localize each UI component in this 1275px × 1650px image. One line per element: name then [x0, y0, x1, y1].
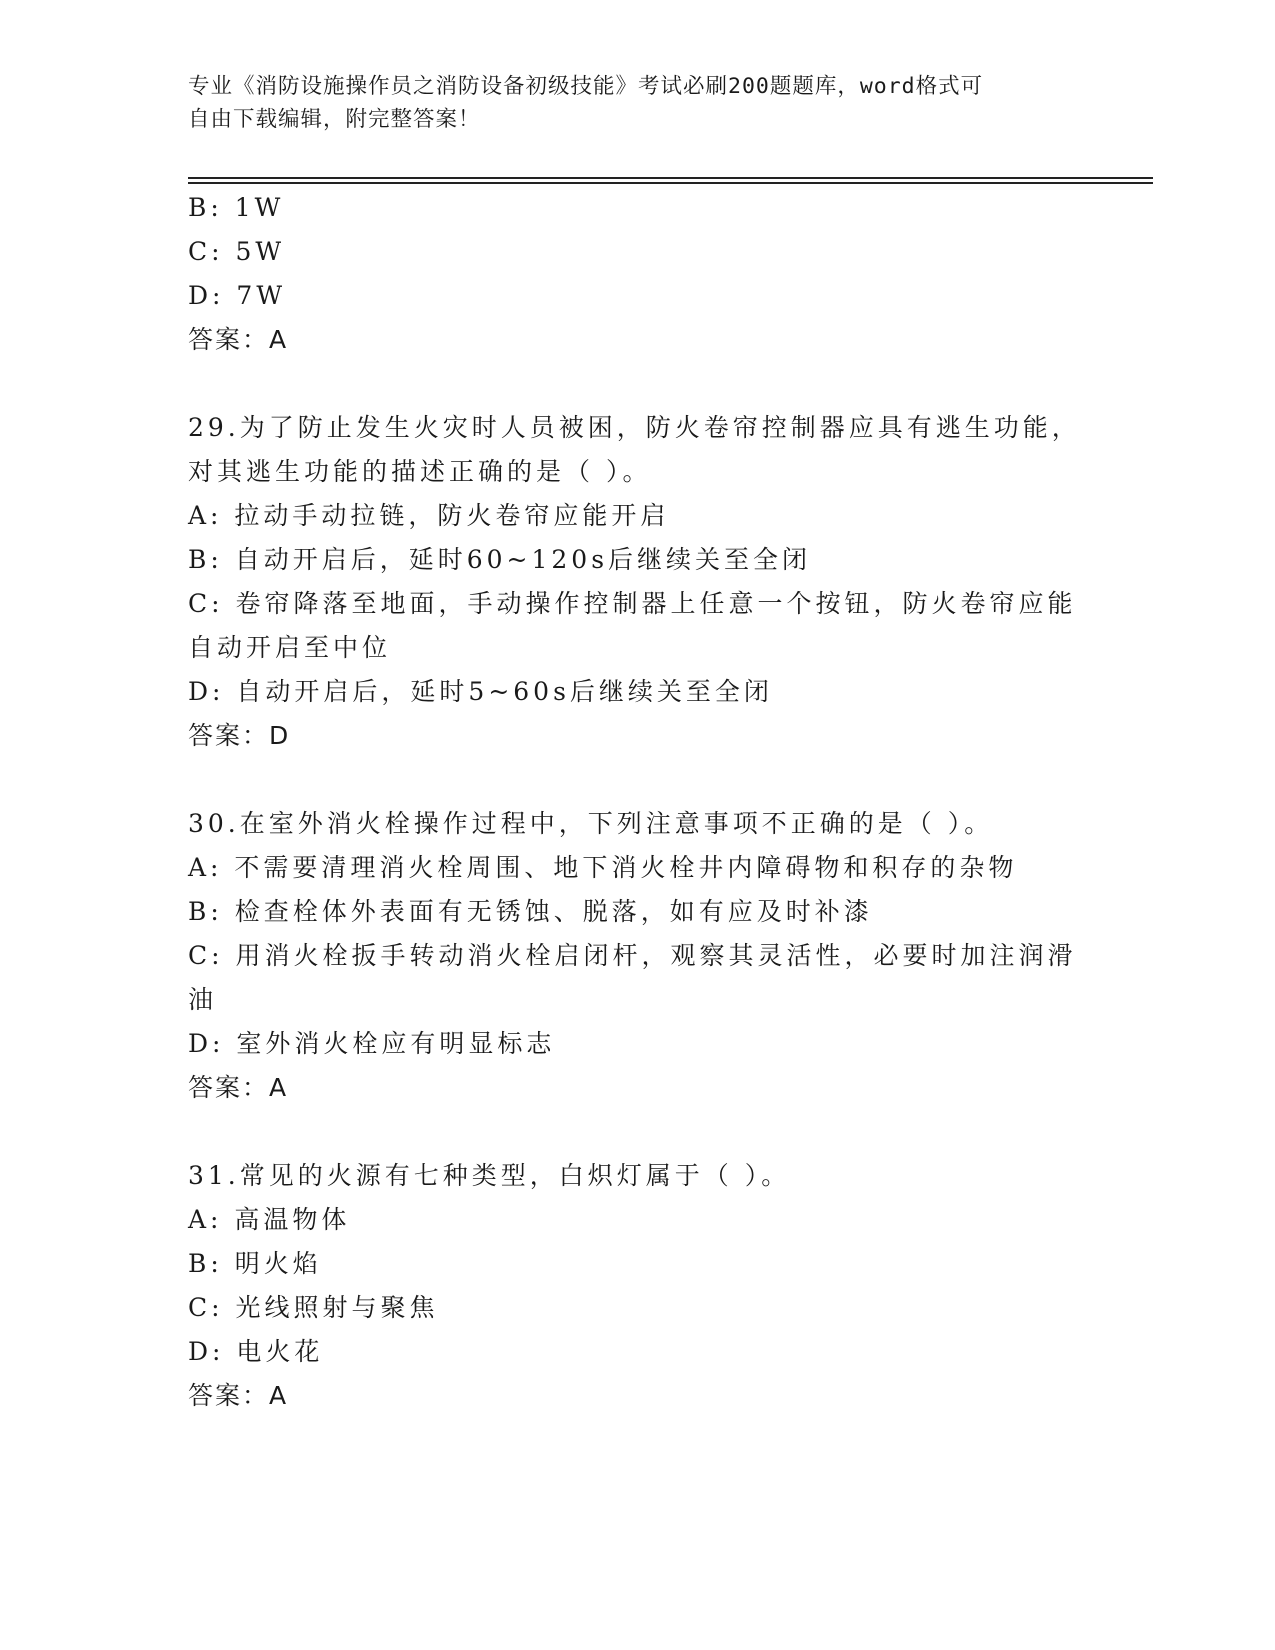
- q30-option-a: A: 不需要清理消火栓周围、地下消火栓井内障碍物和积存的杂物: [188, 853, 1018, 882]
- q28-option-b: B: 1W: [188, 193, 285, 222]
- q29-option-c-line-2: 自动开启至中位: [188, 633, 392, 662]
- q31-option-d: D: 电火花: [188, 1337, 324, 1366]
- q29-option-b: B: 自动开启后，延时60~120s后继续关至全闭: [188, 545, 812, 574]
- header-divider-top: [188, 177, 1153, 179]
- q30-option-b: B: 检查栓体外表面有无锈蚀、脱落，如有应及时补漆: [188, 897, 873, 926]
- q30-answer: 答案：A: [188, 1073, 289, 1102]
- q28-option-c: C: 5W: [188, 237, 286, 266]
- q29-option-d: D: 自动开启后，延时5~60s后继续关至全闭: [188, 677, 773, 706]
- q31-option-c: C: 光线照射与聚焦: [188, 1293, 439, 1322]
- q31-stem: 31.常见的火源有七种类型，白炽灯属于（ ）。: [188, 1161, 791, 1190]
- q31-answer: 答案：A: [188, 1381, 289, 1410]
- header-divider-bottom: [188, 182, 1153, 184]
- q29-option-c-line-1: C: 卷帘降落至地面，手动操作控制器上任意一个按钮，防火卷帘应能: [188, 589, 1077, 618]
- q29-stem-line-2: 对其逃生功能的描述正确的是（ ）。: [188, 457, 652, 486]
- q31-option-b: B: 明火焰: [188, 1249, 322, 1278]
- q29-option-a: A: 拉动手动拉链，防火卷帘应能开启: [188, 501, 670, 530]
- document-header: [188, 70, 1088, 136]
- header-line-2: 自由下载编辑，附完整答案！: [188, 107, 481, 132]
- header-line-1: 专业《消防设施操作员之消防设备初级技能》考试必刷200题题库，word格式可: [188, 74, 984, 99]
- q28-answer: 答案：A: [188, 325, 289, 354]
- q30-option-d: D: 室外消火栓应有明显标志: [188, 1029, 556, 1058]
- q28-option-d: D: 7W: [188, 281, 287, 310]
- q31-option-a: A: 高温物体: [188, 1205, 351, 1234]
- q30-stem: 30.在室外消火栓操作过程中，下列注意事项不正确的是（ ）。: [188, 809, 994, 838]
- q29-stem-line-1: 29.为了防止发生火灾时人员被困，防火卷帘控制器应具有逃生功能，: [188, 413, 1081, 442]
- q30-option-c-line-1: C: 用消火栓扳手转动消火栓启闭杆，观察其灵活性，必要时加注润滑: [188, 941, 1077, 970]
- q30-option-c-line-2: 油: [188, 985, 218, 1014]
- q29-answer: 答案：D: [188, 721, 291, 750]
